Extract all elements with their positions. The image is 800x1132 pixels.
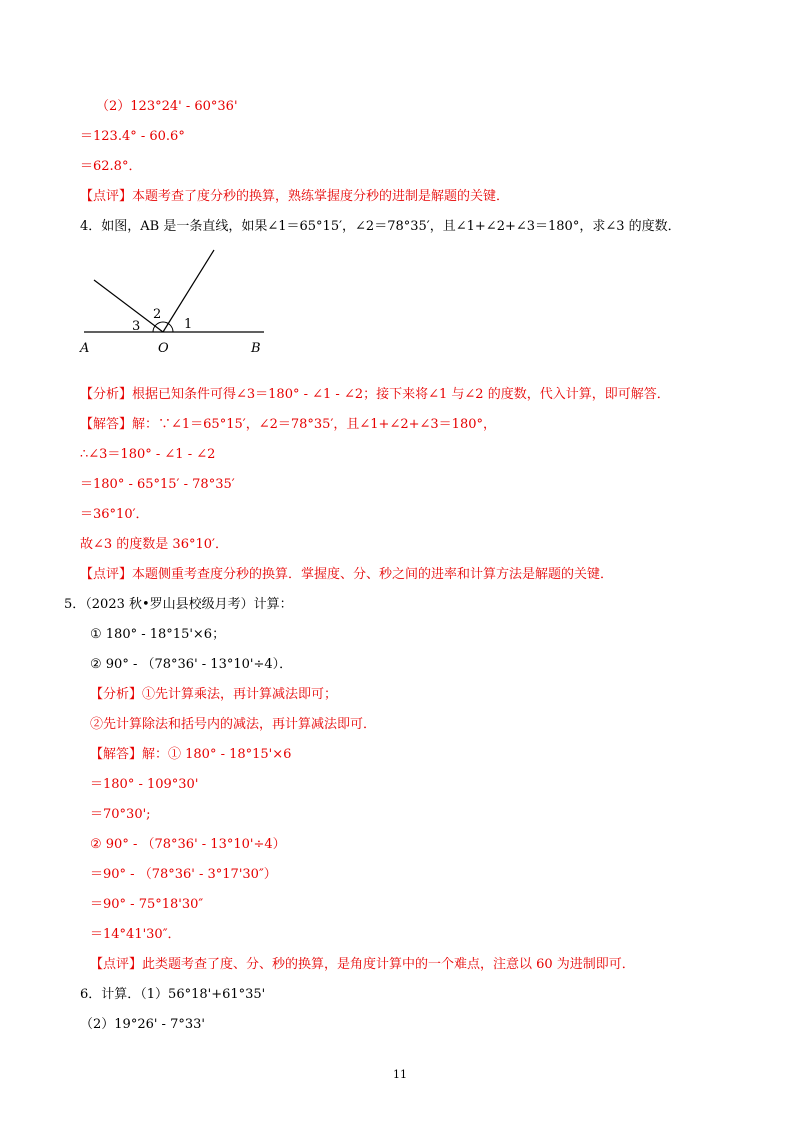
question-4: 4．如图，AB 是一条直线，如果∠1＝65°15′，∠2＝78°35′，且∠1+∠2+∠3＝180°，求∠3 的度数．: [80, 219, 681, 234]
comment-line: 【点评】本题考查了度分秒的换算，熟练掌握度分秒的进制是解题的关键．: [80, 189, 510, 204]
text-line: （2）19°26' - 7°33': [80, 1017, 205, 1032]
label-b: B: [251, 341, 261, 356]
comment-line: 【点评】本题侧重考查度分秒的换算．掌握度、分、秒之间的进率和计算方法是解题的关键．: [80, 567, 614, 582]
text-line: ＝70°30';: [90, 807, 151, 822]
label-2: 2: [153, 307, 162, 322]
text-line: （2）123°24' - 60°36': [96, 99, 238, 114]
text-line: ∴∠3＝180° - ∠1 - ∠2: [80, 447, 216, 462]
angle-figure: [76, 246, 276, 358]
analysis-line: 【分析】根据已知条件可得∠3＝180° - ∠1 - ∠2；接下来将∠1 与∠2 的度数，代入计算，即可解答．: [80, 387, 670, 402]
text-line: ＝123.4° - 60.6°: [80, 129, 185, 144]
analysis-line: 【分析】①先计算乘法，再计算减法即可；: [90, 687, 338, 702]
text-line: 故∠3 的度数是 36°10′．: [80, 537, 228, 552]
text-line: ②先计算除法和括号内的减法，再计算减法即可．: [90, 717, 377, 732]
text-line: ② 90° - （78°36' - 13°10'÷4）．: [90, 657, 293, 672]
answer-line: 【解答】解：① 180° - 18°15'×6: [90, 747, 292, 762]
comment-line: 【点评】此类题考查了度、分、秒的换算，是角度计算中的一个难点，注意以 60 为进制即可．: [90, 957, 635, 972]
text-line: ＝90° - 75°18'30″: [90, 897, 204, 912]
page-number: 11: [393, 1068, 407, 1081]
label-a: A: [80, 341, 90, 356]
text-line: ① 180° - 18°15'×6；: [90, 627, 226, 642]
label-1: 1: [184, 317, 193, 332]
answer-line: 【解答】解：∵∠1＝65°15′，∠2＝78°35′，且∠1+∠2+∠3＝180°，: [80, 417, 496, 432]
question-6: 6．计算．（1）56°18'+61°35': [80, 987, 266, 1002]
text-line: ② 90° - （78°36' - 13°10'÷4）: [90, 837, 286, 852]
label-3: 3: [132, 319, 141, 334]
text-line: ＝90° - （78°36' - 3°17'30″）: [90, 867, 277, 882]
text-line: ＝36°10′．: [80, 507, 149, 522]
text-line: ＝62.8°．: [80, 159, 142, 174]
question-5: 5．（2023 秋•罗山县校级月考）计算：: [64, 597, 293, 612]
text-line: ＝14°41'30″．: [90, 927, 181, 942]
text-line: ＝180° - 109°30': [90, 777, 199, 792]
ray-left: [94, 280, 163, 332]
label-o: O: [158, 341, 169, 356]
text-line: ＝180° - 65°15′ - 78°35′: [80, 477, 235, 492]
